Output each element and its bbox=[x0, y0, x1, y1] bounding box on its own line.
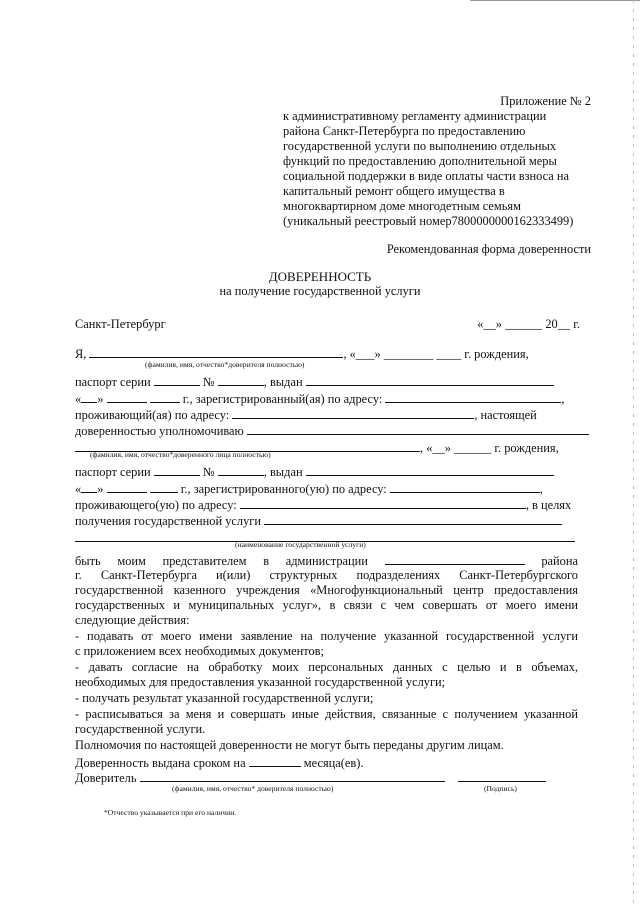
form-line-residing-2 bbox=[75, 497, 571, 511]
body-line-3: государственной казенного учреждения «Многофункциональный центр предоставления bbox=[75, 583, 578, 597]
agent-passport-number-field[interactable] bbox=[218, 464, 264, 476]
passport-number-field[interactable] bbox=[218, 374, 264, 386]
body-line-1-b: района bbox=[541, 554, 578, 568]
term-months-field[interactable] bbox=[249, 755, 301, 767]
powers-line: Полномочия по настоящей доверенности не могут быть переданы другим лицам. bbox=[75, 738, 504, 752]
header-line-8: (уникальный реестровый номер7800000000162333499) bbox=[283, 214, 574, 228]
date-close: » bbox=[97, 392, 104, 406]
receive-label: получения государственной услуги bbox=[75, 514, 262, 528]
agent-residing-address-field[interactable] bbox=[240, 497, 526, 509]
passport-issued-field[interactable] bbox=[306, 374, 554, 386]
action-2-line-1: - давать согласие на обработку моих персональных данных с целью и в объемах, bbox=[75, 660, 578, 674]
passport-series-field[interactable] bbox=[154, 374, 200, 386]
agent-date-open: « bbox=[75, 482, 82, 496]
issue-year-field[interactable] bbox=[150, 391, 180, 403]
body-line-1-a: быть моим представителем в администрации bbox=[75, 554, 368, 568]
form-line-passport-2 bbox=[75, 464, 554, 478]
in-order-label: , в целях bbox=[525, 498, 572, 512]
issue-day-field[interactable] bbox=[81, 391, 97, 403]
authorize-label: доверенностью уполномочиваю bbox=[75, 424, 244, 438]
city: Санкт-Петербург bbox=[75, 317, 166, 331]
date-open: « bbox=[75, 392, 82, 406]
body-line-4: государственных и муниципальных услуг», в связи с чем совершать от моего имени bbox=[75, 598, 578, 612]
recommended-form-label: Рекомендованная форма доверенности bbox=[386, 242, 591, 256]
form-line-principal bbox=[75, 346, 529, 360]
principal-sign-line bbox=[75, 770, 445, 784]
hint-principal: (фамилия, имя, отчество*доверителя полностью) bbox=[145, 360, 305, 369]
action-1-line-2: с приложением всех необходимых документов; bbox=[75, 644, 324, 658]
footnote: *Отчество указывается при его наличии. bbox=[104, 808, 237, 817]
principal-name-field[interactable] bbox=[89, 346, 343, 358]
issued-label: , выдан bbox=[263, 375, 303, 389]
agent-issue-day-field[interactable] bbox=[81, 481, 97, 493]
comma: , bbox=[561, 392, 565, 406]
action-4-line-1: - расписываться за меня и совершать иные действия, связанные с получением указанной bbox=[75, 707, 578, 721]
form-line-residing-1 bbox=[75, 407, 537, 421]
residing-label: проживающий(ая) по адресу: bbox=[75, 408, 230, 422]
form-line-passport-1 bbox=[75, 374, 554, 388]
passport-series-label: паспорт серии bbox=[75, 375, 151, 389]
body-line-5: следующие действия: bbox=[75, 613, 190, 627]
hint-service: (наименование государственной услуги) bbox=[235, 540, 366, 549]
issue-month-field[interactable] bbox=[107, 391, 147, 403]
form-line-service bbox=[75, 513, 562, 527]
header-line-4: функций по предоставлению дополнительной меры bbox=[283, 154, 557, 168]
scan-artifact-right bbox=[633, 0, 634, 905]
hint-agent: (фамилия, имя, отчество*доверенного лица полностью) bbox=[90, 450, 271, 459]
hint-signature: (Подпись) bbox=[484, 784, 517, 793]
header-line-2: района Санкт-Петербурга по предоставлению bbox=[283, 124, 526, 138]
action-2-line-2: необходимых для предоставления указанной государственной услуги; bbox=[75, 675, 446, 689]
form-line-registered-2 bbox=[75, 481, 543, 495]
agent-issue-month-field[interactable] bbox=[107, 481, 147, 493]
header-line-7: многоквартирном доме многодетным семьям bbox=[283, 199, 521, 213]
residing-address-field[interactable] bbox=[232, 407, 474, 419]
agent-number-sign: № bbox=[202, 465, 215, 479]
ya-label: Я, bbox=[75, 347, 87, 361]
scan-artifact-top bbox=[470, 0, 640, 1]
action-3: - получать результат указанной государственной услуги; bbox=[75, 691, 374, 705]
appendix-label: Приложение № 2 bbox=[500, 94, 591, 108]
header-line-5: социальной поддержки в виде оплаты части взноса на bbox=[283, 169, 570, 183]
registration-address-field[interactable] bbox=[385, 391, 561, 403]
agent-registered-label: г., зарегистрированного(ую) по адресу: bbox=[180, 482, 387, 496]
document-title: ДОВЕРЕННОСТЬ bbox=[268, 269, 372, 284]
form-line-authorize bbox=[75, 423, 589, 437]
term-label-b: месяца(ев). bbox=[303, 756, 364, 770]
signature-field[interactable] bbox=[458, 770, 546, 782]
hint-principal-sign: (фамилия, имя, отчество* доверителя полностью) bbox=[172, 784, 334, 793]
agent-passport-series-label: паспорт серии bbox=[75, 465, 151, 479]
action-1-line-1: - подавать от моего имени заявление на получение указанной государственной услуги bbox=[75, 629, 578, 643]
service-name-field[interactable] bbox=[264, 513, 562, 525]
document-subtitle: на получение государственной услуги bbox=[219, 284, 421, 298]
header-line-3: государственной услуги по выполнению отдельных bbox=[283, 139, 557, 153]
body-line-2: г. Санкт-Петербурга и(или) структурных подразделениях Санкт-Петербургского bbox=[75, 568, 578, 582]
signature-line bbox=[458, 770, 546, 784]
term-line bbox=[75, 755, 363, 769]
agent-comma: , bbox=[539, 482, 543, 496]
agent-registration-address-field[interactable] bbox=[390, 481, 540, 493]
form-line-registered-1 bbox=[75, 391, 565, 405]
agent-passport-series-field[interactable] bbox=[154, 464, 200, 476]
principal-label: Доверитель bbox=[75, 771, 137, 785]
administration-district-field[interactable] bbox=[385, 553, 525, 565]
principal-full-name-field[interactable] bbox=[140, 770, 445, 782]
header-line-6: капитальный ремонт общего имущества в bbox=[283, 184, 505, 198]
agent-issue-year-field[interactable] bbox=[150, 481, 178, 493]
agent-residing-label: проживающего(ую) по адресу: bbox=[75, 498, 237, 512]
agent-issued-label: , выдан bbox=[263, 465, 303, 479]
document-date: «__» ______ 20__ г. bbox=[477, 317, 580, 331]
number-sign: № bbox=[202, 375, 215, 389]
term-label-a: Доверенность выдана сроком на bbox=[75, 756, 246, 770]
agent-date-close: » bbox=[97, 482, 104, 496]
header-line-1: к административному регламенту администрации bbox=[283, 109, 547, 123]
agent-birth-date-label: , «__» ______ г. рождения, bbox=[420, 441, 559, 455]
authorize-field[interactable] bbox=[247, 423, 589, 435]
body-line-1 bbox=[75, 553, 578, 567]
birth-date-label: , «___» ________ ____ г. рождения, bbox=[343, 347, 529, 361]
agent-passport-issued-field[interactable] bbox=[306, 464, 554, 476]
action-4-line-2: государственной услуги. bbox=[75, 722, 206, 736]
registered-label: г., зарегистрированный(ая) по адресу: bbox=[182, 392, 383, 406]
present-label: , настоящей bbox=[474, 408, 537, 422]
